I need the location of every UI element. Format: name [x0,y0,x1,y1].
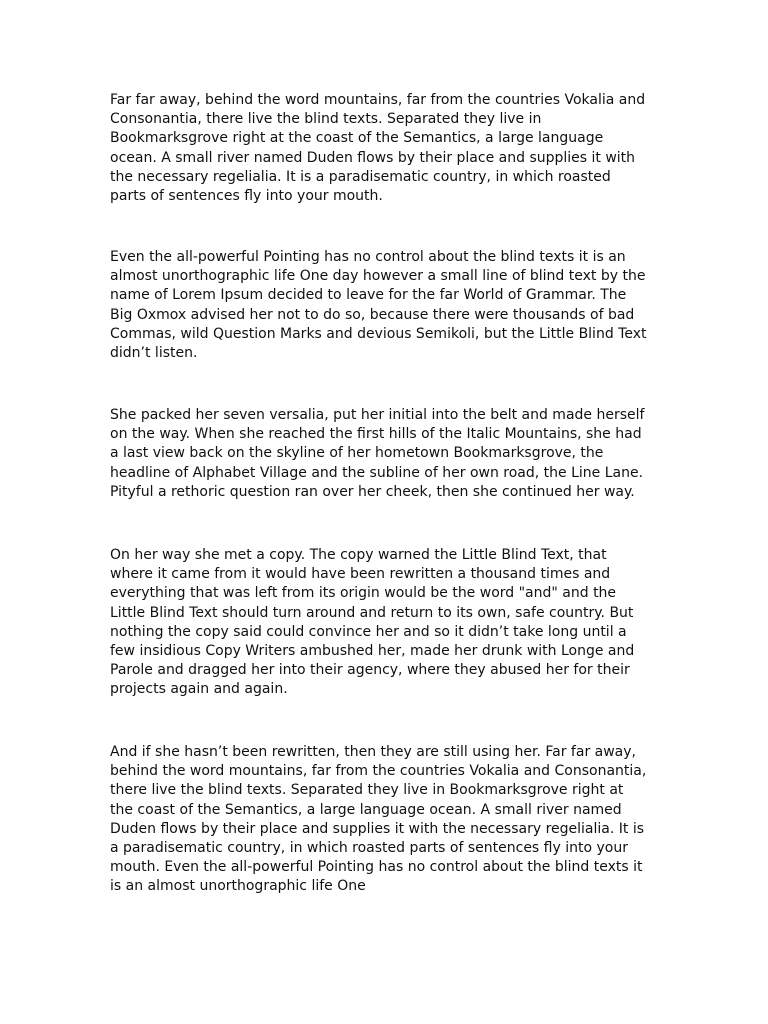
paragraph-3: She packed her seven versalia, put her initial into the belt and made herself on the way. When she reached the first hills of the Italic Mountains, she had a last view back on the skyline of her hometown Bookmarksgrove, the headline of Alphabet Village and the subline of her own road, the Line Lane. Pityful a rethoric question ran over her cheek, then she continued her way. [110,407,645,500]
paragraph-2: Even the all-powerful Pointing has no control about the blind texts it is an almost unorthographic life One day however a small line of blind text by the name of Lorem Ipsum decided to leave for the far World of Grammar. The Big Oxmox advised her not to do so, because there were thousands of bad Commas, wild Question Marks and devious Semikoli, but the Little Blind Text didn’t listen. [110,249,647,362]
paragraph-5: And if she hasn’t been rewritten, then they are still using her. Far far away, behind the word mountains, far from the countries Vokalia and Consonantia, there live the blind texts. Separated they live in Bookmarksgrove right at the coast of the Semantics, a large language ocean. A small river named Duden flows by their place and supplies it with the necessary regelialia. It is a paradisematic country, in which roasted parts of sentences fly into your mouth. Even the all-powerful Pointing has no control about the blind texts it is an almost unorthographic life One [110,744,647,895]
paragraph-1: Far far away, behind the word mountains, far from the countries Vokalia and Consonantia, there live the blind texts. Separated they live in Bookmarksgrove right at the coast of the Semantics, a large language ocean. A small river named Duden flows by their place and supplies it with the necessary regelialia. It is a paradisematic country, in which roasted parts of sentences fly into your mouth. [110,92,646,205]
paragraph-4: On her way she met a copy. The copy warned the Little Blind Text, that where it came from it would have been rewritten a thousand times and everything that was left from its origin would be the word "and" and the Little Blind Text should turn around and return to its own, safe country. But nothing the copy said could convince her and so it didn’t take long until a few insidious Copy Writers ambushed her, made her drunk with Longe and Parole and dragged her into their agency, where they abused her for their projects again and again. [110,547,635,698]
